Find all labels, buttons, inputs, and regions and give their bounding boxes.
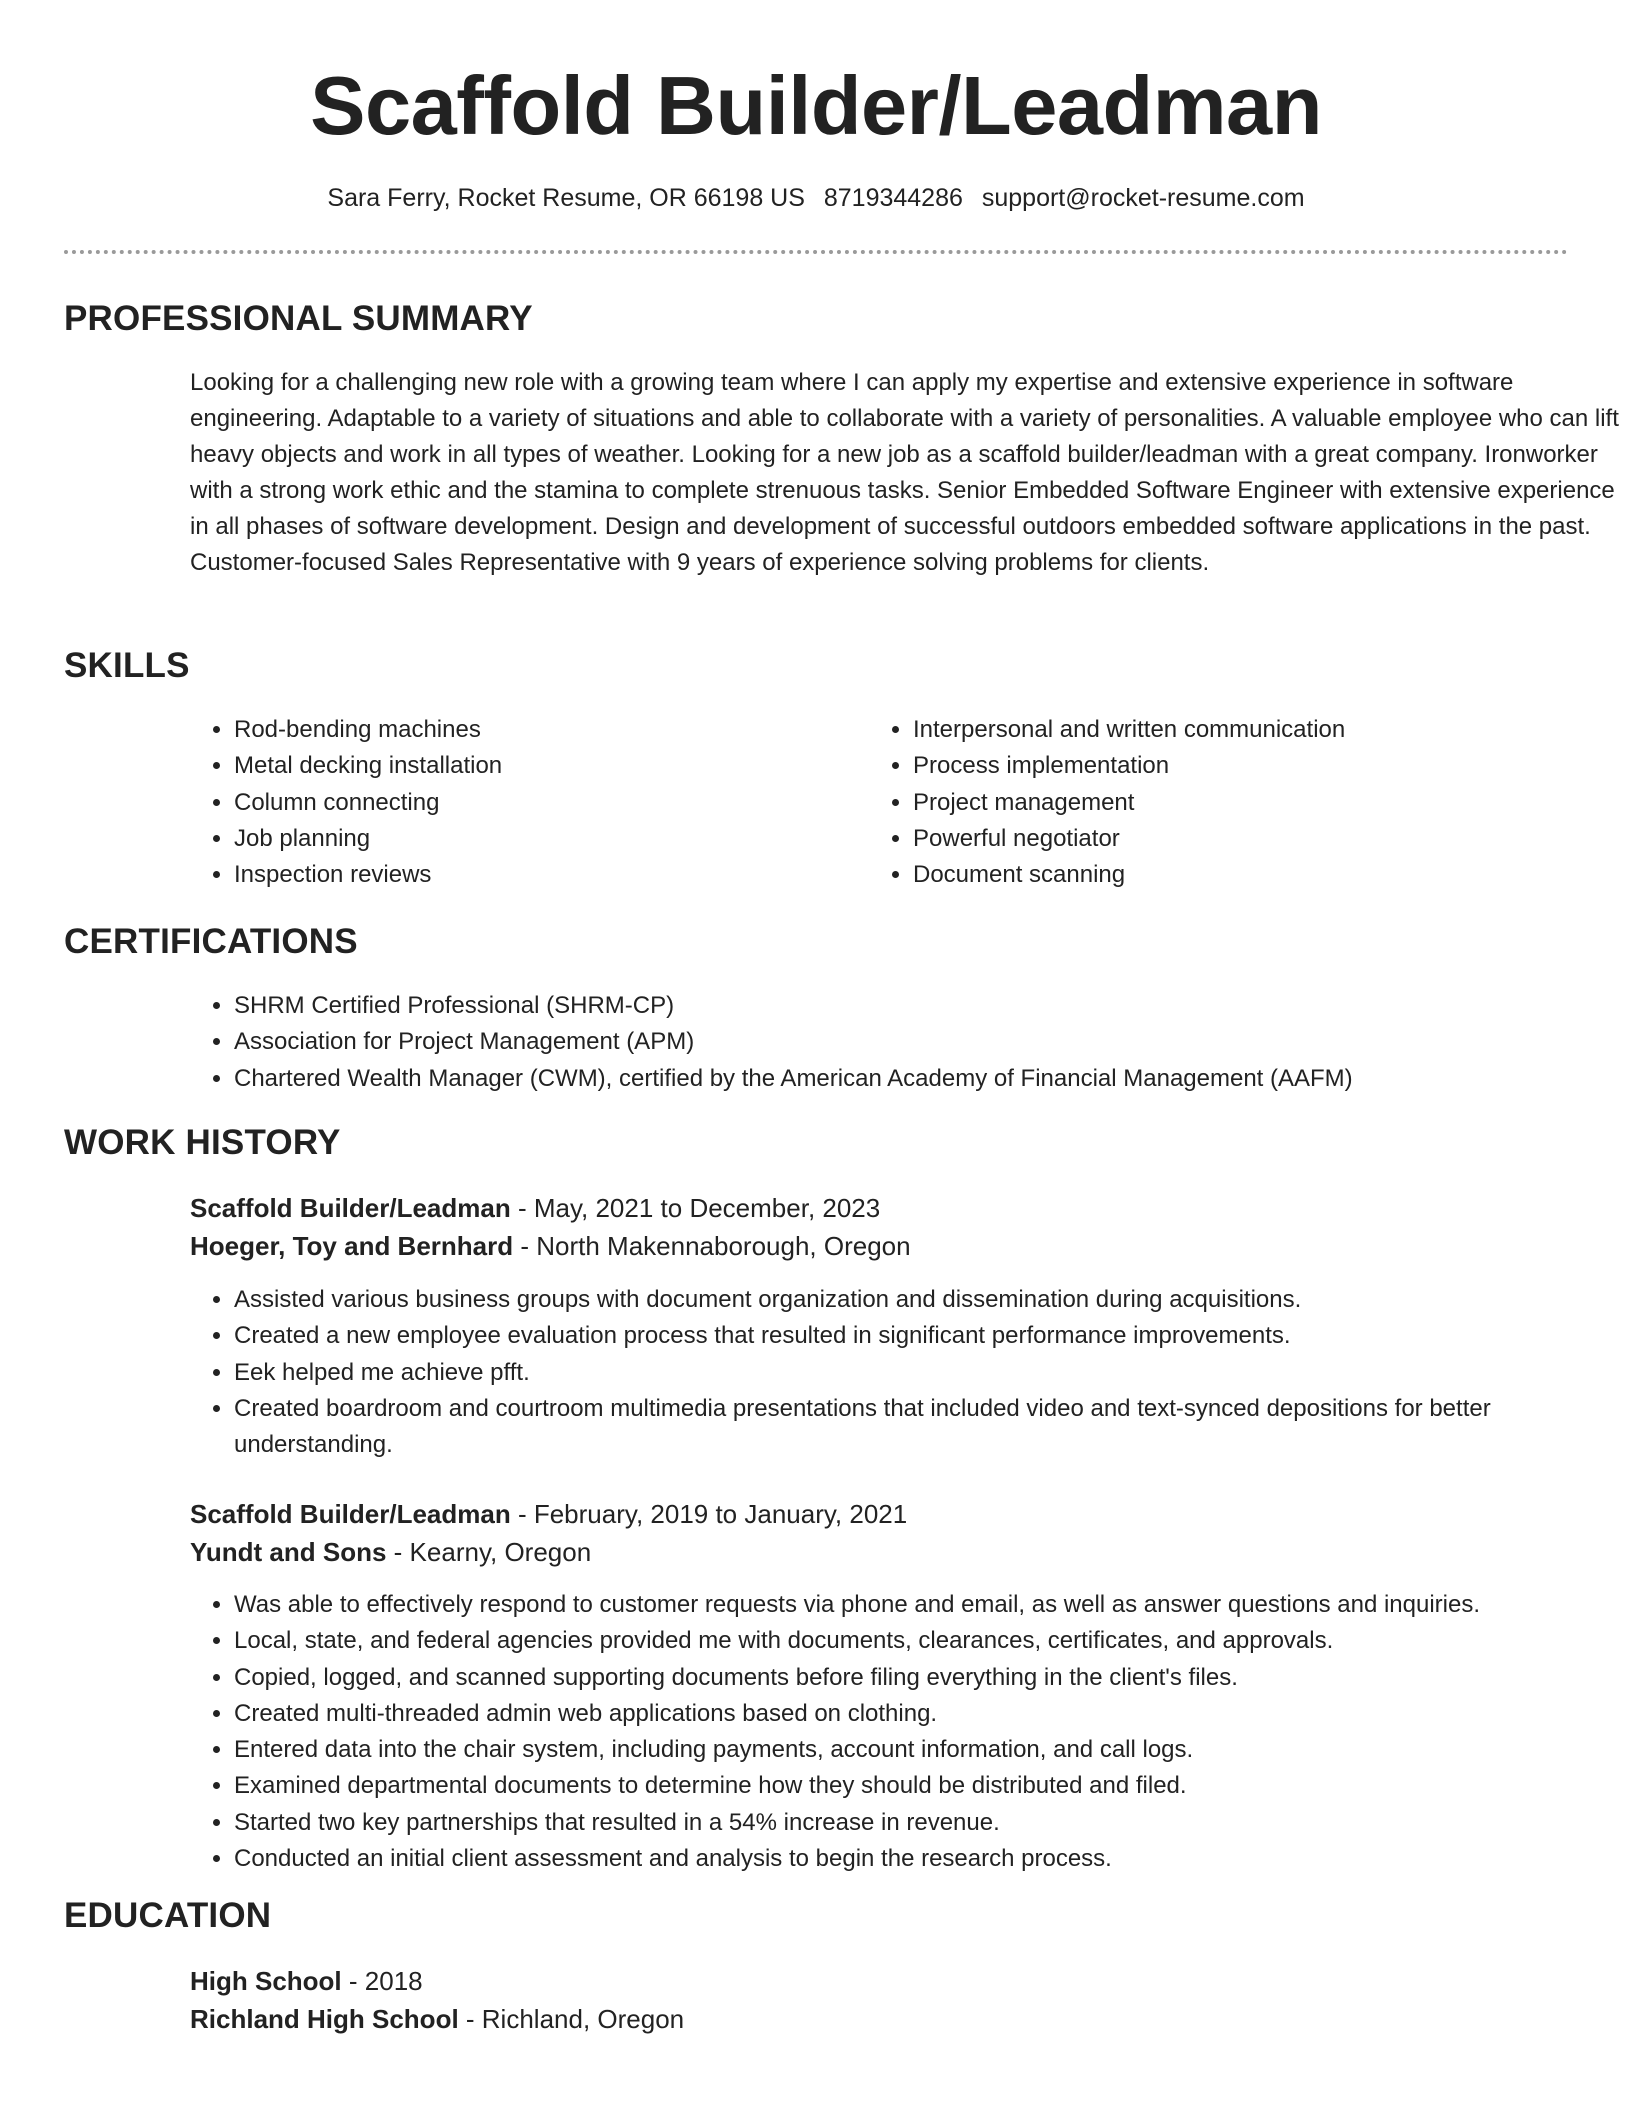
list-item: • Assisted various business groups with document organization and dissemination during acquisitions. <box>234 1282 1632 1318</box>
list-item: • Started two key partnerships that resulted in a 54% increase in revenue. <box>234 1805 1632 1841</box>
list-item: • Created boardroom and courtroom multimedia presentations that included video and text-synced depositions for better understanding. <box>234 1391 1632 1464</box>
summary-heading: PROFESSIONAL SUMMARY <box>64 299 533 338</box>
list-item: • Chartered Wealth Manager (CWM), certified by the American Academy of Financial Management (AAFM) <box>234 1061 1614 1097</box>
skills-heading: SKILLS <box>64 646 190 685</box>
job-title-line <box>190 1495 907 1533</box>
job-company-line <box>190 1533 591 1571</box>
job-dates: - May, 2021 to December, 2023 <box>510 1193 881 1223</box>
list-item: • Created multi-threaded admin web applications based on clothing. <box>234 1696 1632 1732</box>
job-role: Scaffold Builder/Leadman <box>190 1193 511 1223</box>
header-divider <box>64 250 1568 254</box>
list-item: • Powerful negotiator <box>913 821 1613 857</box>
job-company-line <box>190 1227 911 1265</box>
job-bullets <box>190 1282 1632 1463</box>
list-item: • Column connecting <box>234 785 854 821</box>
list-item: • Inspection reviews <box>234 857 854 893</box>
job-title-line <box>190 1189 880 1227</box>
certifications-heading: CERTIFICATIONS <box>64 922 358 961</box>
resume-name: Scaffold Builder/Leadman <box>310 59 1322 152</box>
list-item: • Project management <box>913 785 1613 821</box>
education-degree: High School <box>190 1966 342 1996</box>
list-item: • Local, state, and federal agencies provided me with documents, clearances, certificates, and approvals. <box>234 1623 1632 1659</box>
list-item: • Interpersonal and written communication <box>913 712 1613 748</box>
job-company: Hoeger, Toy and Bernhard <box>190 1231 514 1261</box>
work-history-heading: WORK HISTORY <box>64 1123 341 1162</box>
skills-list-right <box>869 712 1613 893</box>
list-item: • Process implementation <box>913 748 1613 784</box>
summary-text: Looking for a challenging new role with a growing team where I can apply my expertise and extensive experience in software engineering. Adaptable to a variety of situations and able to collaborate with a variety of personalities. A valuable employee who can lift heavy objects and work in all types of weather. Looking for a new job as a scaffold builder/leadman with a great company. Ironworker with a strong work ethic and the stamina to complete strenuous tasks. Senior Embedded Software Engineer with extensive experience in all phases of software development. Design and development of successful outdoors embedded software applications in the past. Customer-focused Sales Representative with 9 years of experience solving problems for clients. <box>190 369 1619 576</box>
list-item: • Metal decking installation <box>234 748 854 784</box>
job-bullets <box>190 1587 1632 1877</box>
list-item: • Document scanning <box>913 857 1613 893</box>
list-item: • Created a new employee evaluation process that resulted in significant performance improvements. <box>234 1318 1632 1354</box>
contact-line <box>64 180 1568 216</box>
education-location: - Richland, Oregon <box>458 2004 685 2034</box>
list-item: • Entered data into the chair system, including payments, account information, and call logs. <box>234 1732 1632 1768</box>
certifications-list <box>190 988 1614 1097</box>
list-item: • Job planning <box>234 821 854 857</box>
list-item: • Copied, logged, and scanned supporting documents before filing everything in the client's files. <box>234 1660 1632 1696</box>
education-school: Richland High School <box>190 2004 459 2034</box>
list-item: • Eek helped me achieve pfft. <box>234 1355 1632 1391</box>
education-degree-line <box>190 1962 423 2000</box>
list-item: • Conducted an initial client assessment and analysis to begin the research process. <box>234 1841 1632 1877</box>
education-heading: EDUCATION <box>64 1896 272 1935</box>
list-item: • Rod-bending machines <box>234 712 854 748</box>
education-year: - 2018 <box>341 1966 423 1996</box>
education-school-line <box>190 2000 684 2038</box>
job-dates: - February, 2019 to January, 2021 <box>510 1499 908 1529</box>
list-item: • Was able to effectively respond to customer requests via phone and email, as well as answer questions and inquiries. <box>234 1587 1632 1623</box>
contact-phone: 8719344286 <box>823 184 963 212</box>
contact-address: Sara Ferry, Rocket Resume, OR 66198 US <box>327 184 805 212</box>
list-item: • Examined departmental documents to determine how they should be distributed and filed. <box>234 1768 1632 1804</box>
list-item: • SHRM Certified Professional (SHRM-CP) <box>234 988 1614 1024</box>
list-item: • Association for Project Management (APM) <box>234 1024 1614 1060</box>
job-company: Yundt and Sons <box>190 1537 387 1567</box>
job-location: - Kearny, Oregon <box>386 1537 592 1567</box>
skills-list-left <box>190 712 854 893</box>
job-role: Scaffold Builder/Leadman <box>190 1499 511 1529</box>
contact-email: support@rocket-resume.com <box>981 184 1305 212</box>
job-location: - North Makennaborough, Oregon <box>513 1231 911 1261</box>
